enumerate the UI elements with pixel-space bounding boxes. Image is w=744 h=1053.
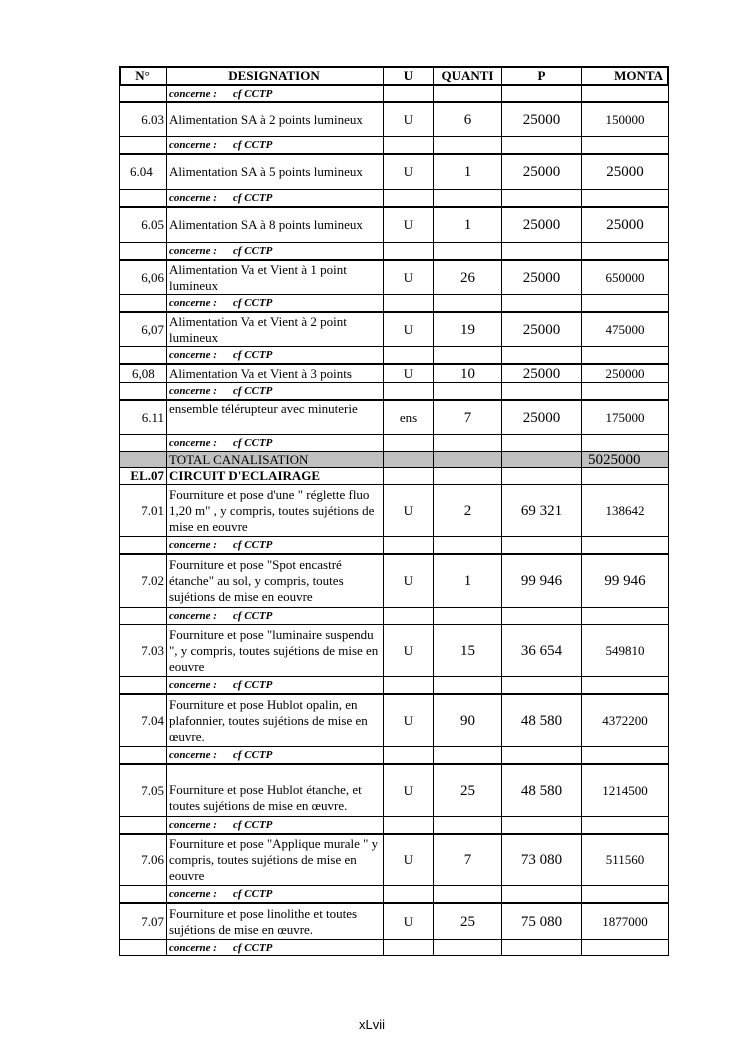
item-amount: 25000 [581, 155, 669, 189]
item-amount: 1214500 [581, 765, 669, 816]
item-number: 6,06 [119, 261, 166, 294]
item-designation: Fourniture et pose Hublot opalin, en plafonnier, toutes sujétions de mise en œuvre. [166, 695, 383, 746]
item-unit: U [383, 904, 433, 939]
item-unit-price [501, 243, 581, 259]
concerne-row [119, 295, 669, 311]
item-designation: Fourniture et pose "Applique murale " y compris, toutes sujétions de mise en eouvre [166, 835, 383, 885]
item-amount [581, 886, 669, 902]
concerne-label: concerne : [169, 297, 217, 309]
concerne-value: cf CCTP [232, 349, 273, 361]
table-row [119, 363, 669, 383]
item-designation: Alimentation SA à 5 points lumineux [166, 155, 383, 189]
concerne-value: cf CCTP [232, 297, 273, 309]
item-unit [383, 608, 433, 624]
item-designation [166, 537, 383, 553]
item-amount: 138642 [581, 485, 669, 536]
total-label: TOTAL CANALISATION [166, 452, 383, 467]
item-amount: 549810 [581, 625, 669, 676]
concerne-label: concerne : [169, 349, 217, 361]
item-amount [581, 243, 669, 259]
item-amount [581, 608, 669, 624]
item-unit [383, 295, 433, 311]
item-unit-price [501, 608, 581, 624]
concerne-value: cf CCTP [232, 87, 273, 100]
table-row [119, 259, 669, 295]
item-quantity [433, 452, 501, 467]
concerne-value: cf CCTP [232, 245, 273, 257]
item-quantity [433, 347, 501, 363]
item-unit [383, 243, 433, 259]
table-row [119, 693, 669, 747]
concerne-label: concerne : [169, 610, 217, 622]
item-quantity: 25 [433, 904, 501, 939]
item-unit-price [501, 383, 581, 399]
item-number [119, 452, 166, 467]
total-row [119, 451, 669, 468]
section-row [119, 468, 669, 484]
item-number: 6,08 [119, 365, 166, 382]
item-quantity [433, 383, 501, 399]
item-quantity: 15 [433, 625, 501, 676]
item-unit [383, 468, 433, 484]
item-designation [166, 86, 383, 101]
item-quantity [433, 940, 501, 955]
item-quantity: 7 [433, 835, 501, 885]
item-designation [166, 137, 383, 153]
item-unit: U [383, 365, 433, 382]
item-unit [383, 452, 433, 467]
item-amount: 250000 [581, 365, 669, 382]
item-amount [581, 383, 669, 399]
item-quantity: 1 [433, 208, 501, 242]
item-quantity: 2 [433, 485, 501, 536]
concerne-label: concerne : [169, 192, 217, 204]
item-amount [581, 468, 669, 484]
concerne-row [119, 886, 669, 902]
item-quantity [433, 295, 501, 311]
concerne-label: concerne : [169, 888, 217, 900]
item-number: 7.06 [119, 835, 166, 885]
item-number [119, 677, 166, 693]
item-unit [383, 383, 433, 399]
item-amount [581, 137, 669, 153]
header-p: P [501, 68, 581, 84]
section-title: CIRCUIT D'ECLAIRAGE [166, 468, 383, 484]
item-number [119, 435, 166, 451]
item-amount: 175000 [581, 401, 669, 434]
item-designation: Alimentation Va et Vient à 1 point lumineux [166, 261, 383, 294]
item-quantity [433, 747, 501, 763]
concerne-value: cf CCTP [232, 610, 273, 622]
item-unit: U [383, 261, 433, 294]
table-header [119, 66, 669, 86]
item-number [119, 608, 166, 624]
concerne-row [119, 435, 669, 451]
item-quantity [433, 137, 501, 153]
item-quantity [433, 468, 501, 484]
item-amount: 1877000 [581, 904, 669, 939]
item-unit: U [383, 103, 433, 136]
concerne-row [119, 747, 669, 763]
item-unit-price [501, 747, 581, 763]
table-row [119, 624, 669, 677]
item-designation [166, 295, 383, 311]
item-number [119, 295, 166, 311]
item-number [119, 347, 166, 363]
concerne-value: cf CCTP [232, 192, 273, 204]
concerne-value: cf CCTP [232, 385, 273, 397]
item-designation [166, 243, 383, 259]
item-designation [166, 190, 383, 206]
concerne-label: concerne : [169, 819, 217, 831]
concerne-label: concerne : [169, 941, 217, 954]
item-unit: U [383, 155, 433, 189]
item-designation [166, 747, 383, 763]
item-amount: 511560 [581, 835, 669, 885]
table-row [119, 902, 669, 940]
item-number: 6.03 [119, 103, 166, 136]
item-amount: 99 946 [581, 555, 669, 607]
concerne-value: cf CCTP [232, 679, 273, 691]
item-number [119, 940, 166, 955]
item-designation [166, 940, 383, 955]
table-row [119, 153, 669, 190]
item-number [119, 537, 166, 553]
item-unit-price: 36 654 [501, 625, 581, 676]
item-unit-price [501, 886, 581, 902]
item-amount [581, 435, 669, 451]
item-unit-price: 25000 [501, 103, 581, 136]
item-unit [383, 940, 433, 955]
table-row [119, 833, 669, 886]
header-quanti: QUANTI [433, 68, 501, 84]
header-u: U [383, 68, 433, 84]
item-designation: Fourniture et pose d'une " réglette fluo 1,20 m" , y compris, toutes sujétions de mise en eouvre [166, 485, 383, 536]
table-row [119, 206, 669, 243]
table-row [119, 553, 669, 608]
concerne-label: concerne : [169, 679, 217, 691]
item-number [119, 190, 166, 206]
item-unit: U [383, 313, 433, 346]
concerne-row [119, 537, 669, 553]
item-quantity [433, 243, 501, 259]
item-unit-price [501, 468, 581, 484]
item-number [119, 747, 166, 763]
item-unit-price: 25000 [501, 261, 581, 294]
concerne-row [119, 940, 669, 956]
item-quantity: 10 [433, 365, 501, 382]
item-number [119, 137, 166, 153]
item-designation [166, 677, 383, 693]
concerne-value: cf CCTP [232, 539, 273, 551]
item-unit [383, 886, 433, 902]
item-quantity [433, 817, 501, 833]
item-unit-price: 25000 [501, 365, 581, 382]
concerne-row [119, 817, 669, 833]
item-quantity: 19 [433, 313, 501, 346]
concerne-row [119, 608, 669, 624]
item-unit-price: 25000 [501, 313, 581, 346]
item-unit [383, 347, 433, 363]
table-row [119, 311, 669, 347]
item-number [119, 886, 166, 902]
item-unit [383, 677, 433, 693]
concerne-label: concerne : [169, 749, 217, 761]
item-amount: 25000 [581, 208, 669, 242]
item-designation: Alimentation Va et Vient à 2 point lumineux [166, 313, 383, 346]
item-quantity: 25 [433, 765, 501, 816]
concerne-value: cf CCTP [232, 888, 273, 900]
item-designation: Alimentation SA à 2 points lumineux [166, 103, 383, 136]
item-designation [166, 347, 383, 363]
item-number: 7.07 [119, 904, 166, 939]
item-amount [581, 817, 669, 833]
concerne-row [119, 383, 669, 399]
item-unit-price: 25000 [501, 155, 581, 189]
item-amount: 4372200 [581, 695, 669, 746]
item-unit [383, 747, 433, 763]
item-unit-price: 25000 [501, 208, 581, 242]
item-unit-price [501, 190, 581, 206]
section-number: EL.07 [119, 468, 166, 484]
quantity-table [119, 66, 669, 956]
concerne-row [119, 677, 669, 693]
item-designation [166, 817, 383, 833]
total-amount: 5025000 [581, 452, 669, 467]
concerne-label: concerne : [169, 437, 217, 449]
item-designation: Fourniture et pose "Spot encastré étanche" au sol, y compris, toutes sujétions de mise en eouvre [166, 555, 383, 607]
table-row [119, 399, 669, 435]
item-unit-price: 48 580 [501, 695, 581, 746]
item-unit: U [383, 695, 433, 746]
item-unit-price: 69 321 [501, 485, 581, 536]
item-designation: ensemble télérupteur avec minuterie [166, 401, 383, 434]
item-quantity: 7 [433, 401, 501, 434]
item-amount [581, 677, 669, 693]
item-quantity [433, 537, 501, 553]
item-unit [383, 435, 433, 451]
concerne-label: concerne : [169, 245, 217, 257]
item-number: 7.01 [119, 485, 166, 536]
item-number: 7.02 [119, 555, 166, 607]
concerne-value: cf CCTP [232, 819, 273, 831]
item-unit: U [383, 835, 433, 885]
concerne-label: concerne : [169, 139, 217, 151]
item-unit [383, 190, 433, 206]
item-number: 7.05 [119, 765, 166, 816]
concerne-value: cf CCTP [232, 941, 273, 954]
item-designation: Alimentation Va et Vient à 3 points [166, 365, 383, 382]
item-unit-price: 99 946 [501, 555, 581, 607]
item-quantity [433, 86, 501, 101]
concerne-value: cf CCTP [232, 749, 273, 761]
item-unit-price [501, 86, 581, 101]
concerne-label: concerne : [169, 385, 217, 397]
item-unit-price [501, 817, 581, 833]
item-designation: Fourniture et pose linolithe et toutes sujétions de mise en œuvre. [166, 904, 383, 939]
concerne-row [119, 243, 669, 259]
item-amount: 650000 [581, 261, 669, 294]
item-number: 7.04 [119, 695, 166, 746]
item-designation [166, 608, 383, 624]
item-quantity [433, 190, 501, 206]
item-unit-price: 73 080 [501, 835, 581, 885]
concerne-value: cf CCTP [232, 437, 273, 449]
item-number [119, 383, 166, 399]
item-amount [581, 747, 669, 763]
item-unit-price [501, 295, 581, 311]
concerne-row [119, 137, 669, 153]
concerne-row [119, 190, 669, 206]
item-number [119, 817, 166, 833]
item-amount [581, 940, 669, 955]
item-unit: U [383, 625, 433, 676]
item-designation: Fourniture et pose Hublot étanche, et toutes sujétions de mise en œuvre. [166, 765, 383, 816]
item-number: 6.05 [119, 208, 166, 242]
item-unit [383, 537, 433, 553]
item-unit-price [501, 452, 581, 467]
item-amount [581, 86, 669, 101]
item-quantity [433, 435, 501, 451]
item-unit: U [383, 555, 433, 607]
header-n: N° [119, 68, 166, 84]
item-unit-price [501, 435, 581, 451]
item-unit [383, 817, 433, 833]
item-number: 6.11 [119, 401, 166, 434]
item-unit-price [501, 537, 581, 553]
item-unit-price [501, 677, 581, 693]
item-quantity [433, 677, 501, 693]
concerne-row [119, 347, 669, 363]
item-unit-price: 48 580 [501, 765, 581, 816]
item-amount [581, 537, 669, 553]
item-amount [581, 295, 669, 311]
item-unit: U [383, 765, 433, 816]
item-unit-price [501, 137, 581, 153]
header-montant: MONTA [581, 68, 669, 84]
concerne-row [119, 86, 669, 101]
item-number [119, 86, 166, 101]
item-designation: Alimentation SA à 8 points lumineux [166, 208, 383, 242]
item-unit: U [383, 208, 433, 242]
item-unit-price [501, 940, 581, 955]
page-number: xLvii [358, 1017, 385, 1032]
item-amount [581, 190, 669, 206]
item-unit [383, 137, 433, 153]
item-amount: 475000 [581, 313, 669, 346]
header-designation: DESIGNATION [166, 68, 383, 84]
item-quantity: 90 [433, 695, 501, 746]
item-amount [581, 347, 669, 363]
item-unit-price: 75 080 [501, 904, 581, 939]
item-quantity: 6 [433, 103, 501, 136]
item-unit: U [383, 485, 433, 536]
item-quantity: 26 [433, 261, 501, 294]
item-quantity: 1 [433, 555, 501, 607]
item-designation: Fourniture et pose "luminaire suspendu ", y compris, toutes sujétions de mise en eouvre [166, 625, 383, 676]
item-unit-price [501, 347, 581, 363]
item-designation [166, 886, 383, 902]
item-number: 6.04 [119, 155, 166, 189]
item-unit-price: 25000 [501, 401, 581, 434]
item-number: 6,07 [119, 313, 166, 346]
table-row [119, 763, 669, 817]
concerne-label: concerne : [169, 539, 217, 551]
item-quantity [433, 886, 501, 902]
table-row [119, 484, 669, 537]
item-number: 7.03 [119, 625, 166, 676]
item-number [119, 243, 166, 259]
table-row [119, 101, 669, 137]
item-quantity [433, 608, 501, 624]
item-quantity: 1 [433, 155, 501, 189]
item-unit: ens [383, 401, 433, 434]
item-unit [383, 86, 433, 101]
item-amount: 150000 [581, 103, 669, 136]
item-designation [166, 383, 383, 399]
concerne-label: concerne : [169, 87, 217, 100]
concerne-value: cf CCTP [232, 139, 273, 151]
item-designation [166, 435, 383, 451]
